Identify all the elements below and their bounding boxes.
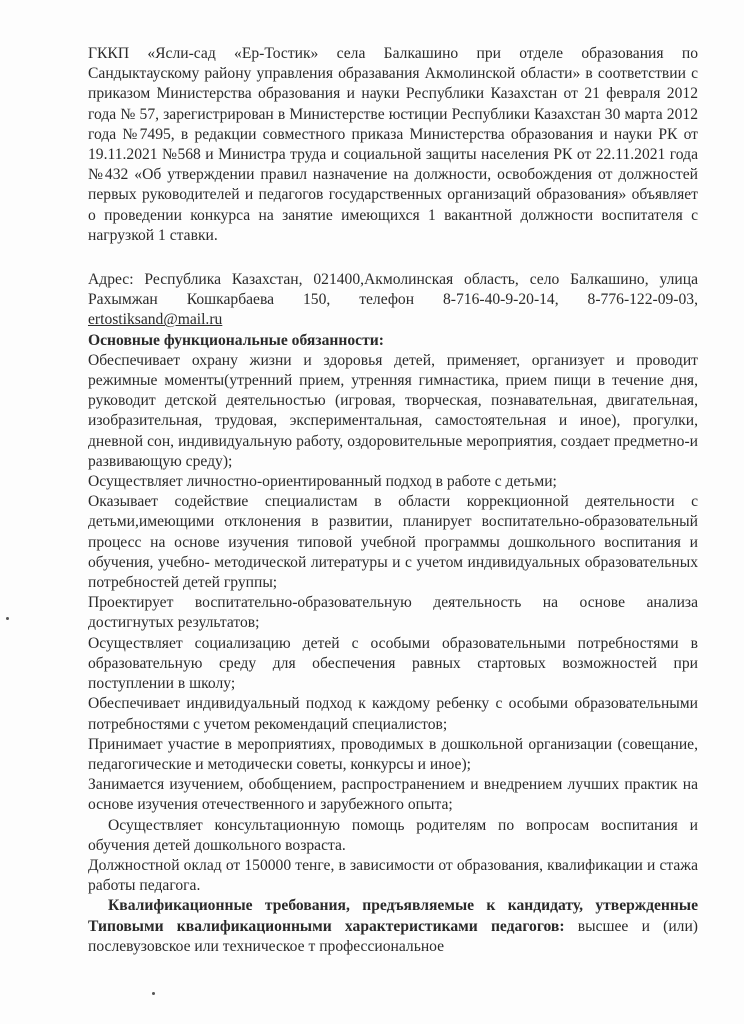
duty-item: Осуществляет личностно-ориентированный подход в работе с детьми;: [88, 473, 557, 491]
scan-speck: [152, 992, 155, 995]
scan-speck: [6, 617, 9, 620]
document-body: [88, 44, 698, 957]
qualification-heading: Квалификационные требования, предъявляемые к кандидату, утвержденные Типовыми квалификационными характеристиками педагогов:: [88, 897, 698, 935]
intro-paragraph: ГККП «Ясли-сад «Ер-Тостик» села Балкашино при отделе образования по Сандыктаускому району управления образавания Акмолинской области» в соответствии с приказом Министерства образования и науки Республики Казахстан от 21 февраля 2012 года № 57, зарегистрирован в Министерстве юстиции Республики Казахстан 30 марта 2012 года №7495, в редакции совместного приказа Министерства образования и науки РК от 19.11.2021 №568 и Министра труда и социальной защиты населения РК от 22.11.2021 года №432 «Об утверждении правил назначение на должности, освобождения от должностей первых руководителей и педагогов государственных организаций образования» объявляет о проведении конкурса на занятие имеющихся 1 вакантной должности воспитателя с нагрузкой 1 ставки.: [88, 45, 698, 244]
duty-item: Осуществляет социализацию детей с особыми образовательными потребностями в образовательную среду для обеспечения равных стартовых возможностей при поступлении в школу;: [88, 634, 698, 693]
qualification-text: высшее и (или) послевузовское или техническое т профессиональное: [88, 917, 698, 955]
duty-item: Оказывает содействие специалистам в области коррекционной деятельности с детьми,имеющими отклонения в развитии, планирует воспитательно-образовательный процесс на основе изучения типовой учебной программы дошкольного воспитания и обучения, учебно- методической литературы и с учетом индивидуальных образовательных потребностей детей группы;: [88, 493, 698, 592]
duty-item: Обеспечивает индивидуальный подход к каждому ребенку с особыми образовательными потребностями с учетом рекомендаций специалистов;: [88, 695, 698, 733]
duty-item: Обеспечивает охрану жизни и здоровья детей, применяет, организует и проводит режимные моменты(утренний прием, утренняя гимнастика, прием пищи в течение дня, руководит детской деятельностью (игровая, творческая, познавательная, двигательная, изобразительная, трудовая, экспериментальная, самостоятельная и иное), прогулки, дневной сон, индивидуальную работу, оздоровительные мероприятия, создает предметно-и развивающую среду);: [88, 351, 698, 470]
paragraph-gap: [88, 246, 698, 270]
address-paragraph: [88, 270, 698, 331]
address-text: Адрес: Республика Казахстан, 021400,Акмолинская область, село Балкашино, улица Рахымжан Кошкарбаева 150, телефон 8-716-40-9-20-14, 8-776-122-09-03,: [88, 271, 698, 309]
duty-item: Занимается изучением, обобщением, распространением и внедрением лучших практик на основе изучения отечественного и зарубежного опыта;: [88, 776, 698, 814]
duty-item: Проектирует воспитательно-образовательную деятельность на основе анализа достигнутых результатов;: [88, 594, 698, 632]
duties-heading: Основные функциональные обязанности:: [88, 331, 384, 349]
email-link[interactable]: ertostiksand@mail.ru: [88, 311, 223, 329]
qualification-paragraph: [88, 896, 698, 957]
consultation-paragraph: Осуществляет консультационную помощь родителям по вопросам воспитания и обучения детей дошкольного возраста.: [88, 816, 698, 854]
salary-paragraph: Должностной оклад от 150000 тенге, в зависимости от образования, квалификации и стажа работы педагога.: [88, 856, 698, 895]
duty-item: Принимает участие в мероприятиях, проводимых в дошкольной организации (совещание, педагогические и методически советы, конкурсы и иное);: [88, 735, 698, 773]
